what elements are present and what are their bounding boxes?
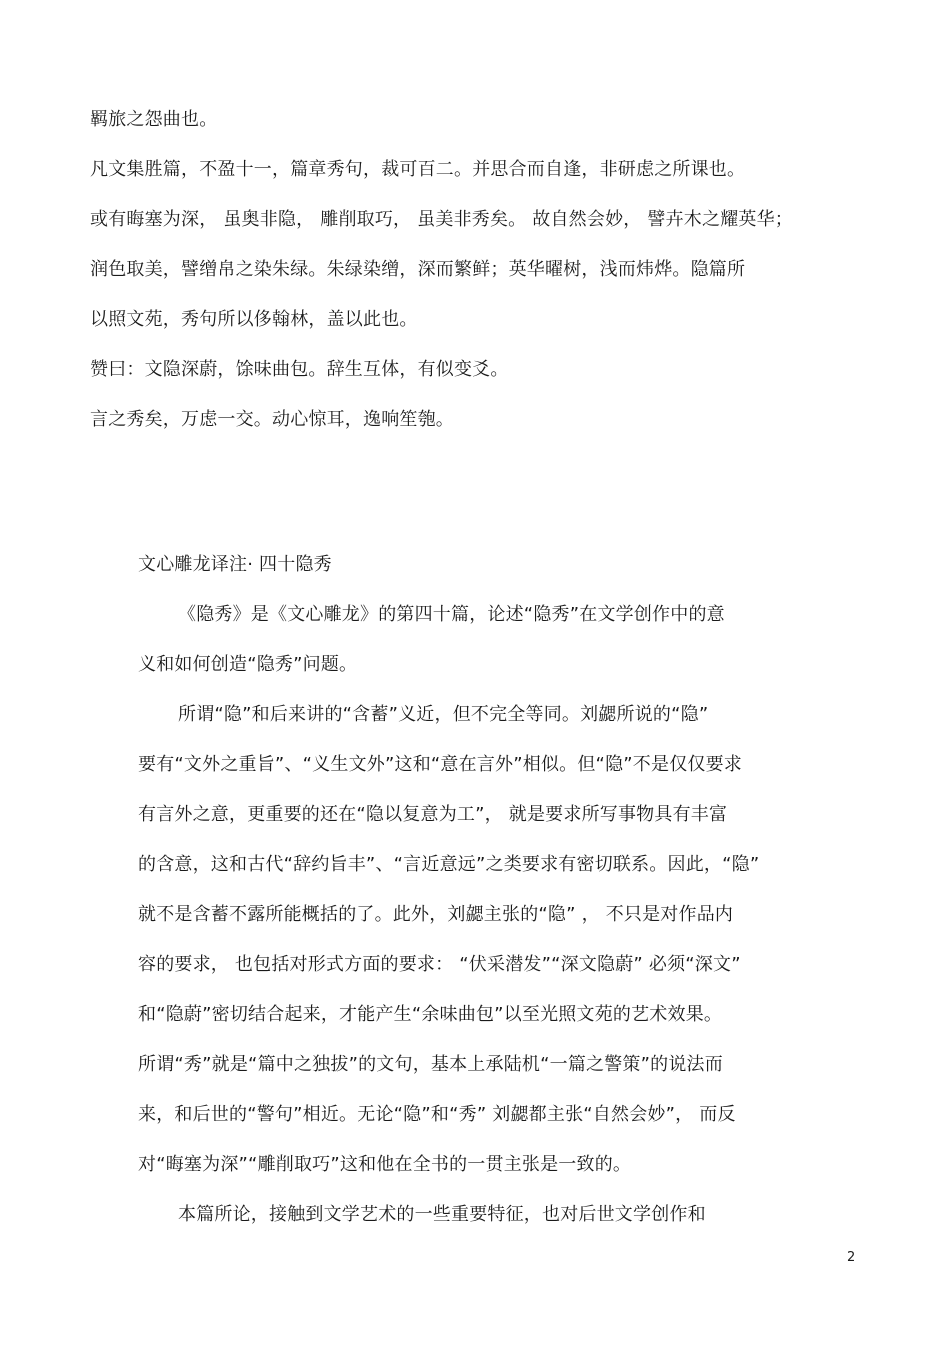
paragraph-line: 义和如何创造“隐秀”问题。 [138,654,358,675]
paragraph-line: 有言外之意，更重要的还在“隐以复意为工”， 就是要求所写事物具有丰富 [138,804,728,825]
text-line: 赞曰：文隐深蔚，馀味曲包。辞生互体，有似变爻。 [90,359,509,380]
paragraph-line: 《隐秀》是《文心雕龙》的第四十篇，论述“隐秀”在文学创作中的意 [178,604,725,625]
section-title: 文心雕龙译注· 四十隐秀 [138,554,332,575]
paragraph-line: 来，和后世的“警句”相近。无论“隐”和“秀” 刘勰都主张“自然会妙”， 而反 [138,1104,736,1125]
paragraph-line: 和“隐蔚”密切结合起来，才能产生“余味曲包”以至光照文苑的艺术效果。 [138,1004,723,1025]
paragraph-line: 要有“文外之重旨”、“义生文外”这和“意在言外”相似。但“隐”不是仅仅要求 [138,754,742,775]
page-number: 2 [847,1250,856,1265]
text-line: 或有晦塞为深， 虽奥非隐， 雕削取巧， 虽美非秀矣。 故自然会妙， 譬卉木之耀英华； [90,209,794,230]
text-line: 以照文苑，秀句所以侈翰林，盖以此也。 [90,309,418,330]
text-line: 润色取美，譬缯帛之染朱绿。朱绿染缯，深而繁鲜；英华曜树，浅而炜烨。隐篇所 [90,259,746,280]
paragraph-line: 所谓“秀”就是“篇中之独拔”的文句，基本上承陆机“一篇之警策”的说法而 [138,1054,723,1075]
paragraph-line: 就不是含蓄不露所能概括的了。此外，刘勰主张的“隐” ， 不只是对作品内 [138,904,734,925]
text-line: 言之秀矣，万虑一交。动心惊耳，逸响笙匏。 [90,409,454,430]
text-line: 羁旅之怨曲也。 [90,109,218,130]
text-line: 凡文集胜篇，不盈十一，篇章秀句，裁可百二。并思合而自逢，非研虑之所课也。 [90,159,746,180]
paragraph-line: 的含意，这和古代“辞约旨丰”、“言近意远”之类要求有密切联系。因此，“隐” [138,854,760,875]
paragraph-line: 容的要求， 也包括对形式方面的要求： “伏采潜发”“深文隐蔚” 必须“深文” [138,954,741,975]
paragraph-line: 本篇所论，接触到文学艺术的一些重要特征，也对后世文学创作和 [178,1204,706,1225]
paragraph-line: 所谓“隐”和后来讲的“含蓄”义近，但不完全等同。刘勰所说的“隐” [178,704,709,725]
paragraph-line: 对“晦塞为深”“雕削取巧”这和他在全书的一贯主张是一致的。 [138,1154,632,1175]
